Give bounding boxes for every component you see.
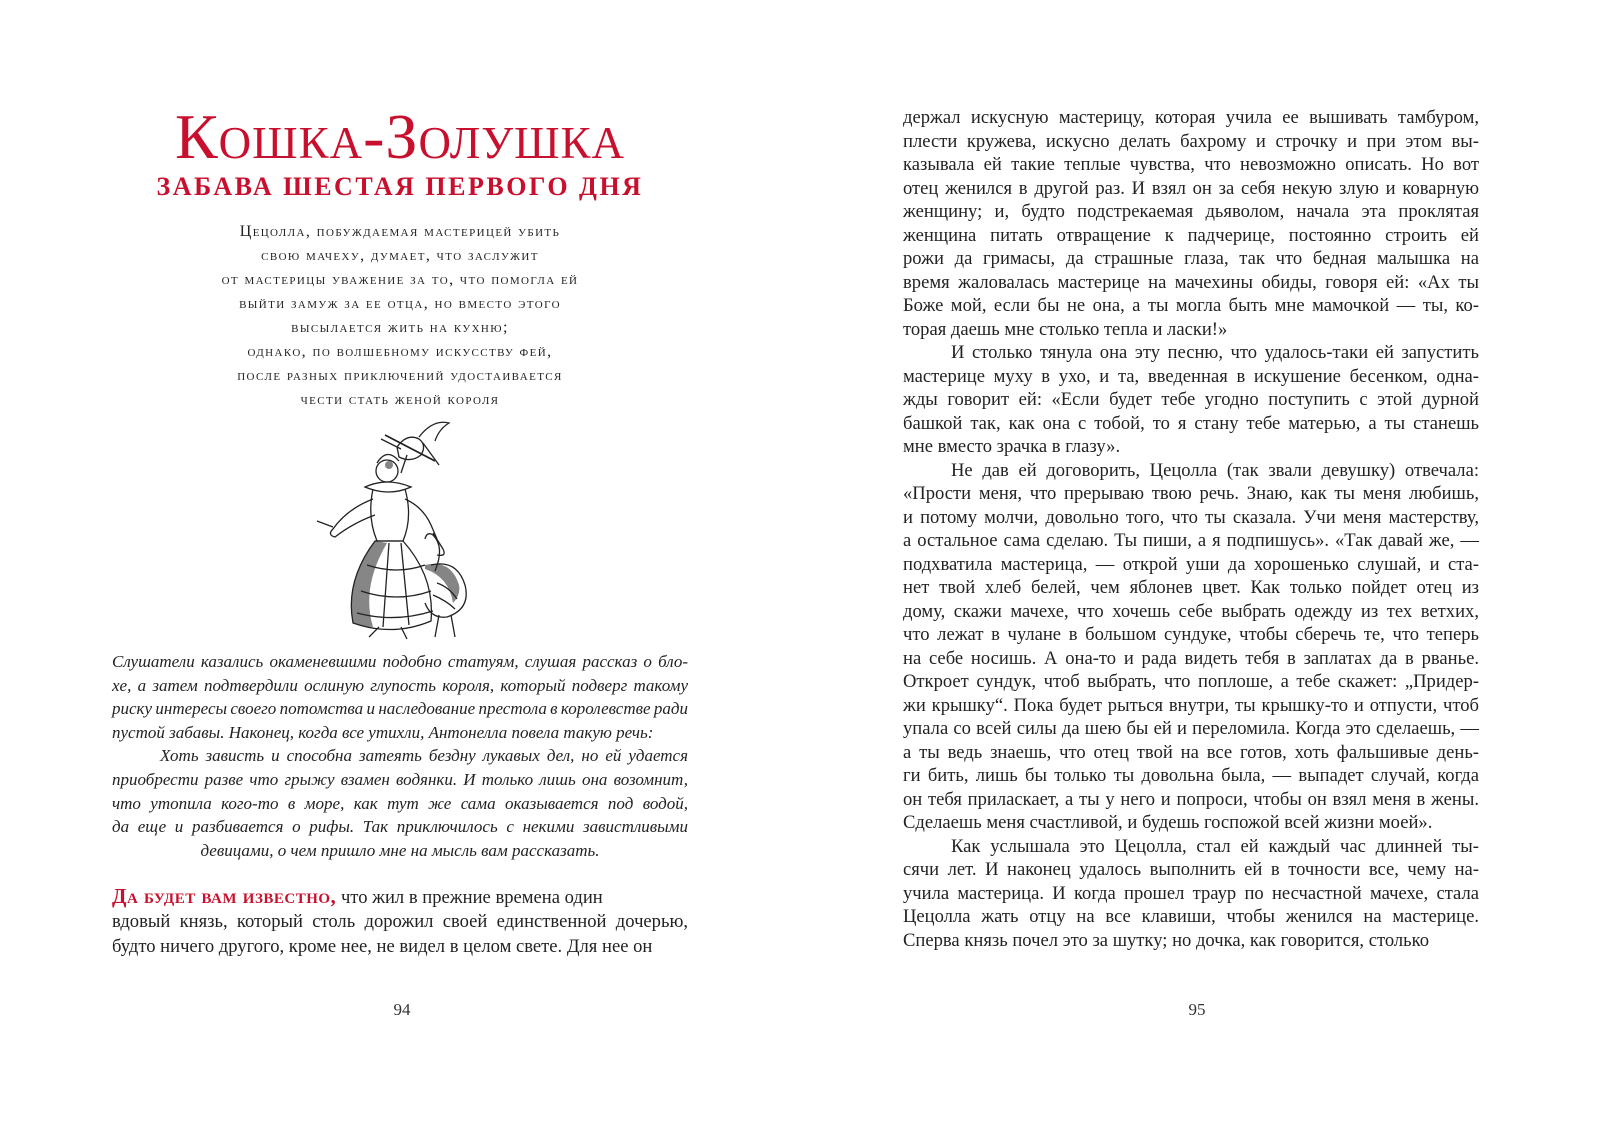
intro-paragraph xyxy=(112,650,688,862)
body-line: женщина питать отвращение к падчерице, постоянно строить ей xyxy=(903,224,1479,246)
body-line: и потому молчи, довольно того, что ты сказала. Учи меня мастерству, xyxy=(903,506,1479,528)
body-line: дому, скажи мачехе, что хочешь себе выбрать одежду из тех ветхих, xyxy=(903,600,1479,622)
intro-line: девицами, о чем пришло мне на мысль вам рассказать. xyxy=(200,840,600,860)
body-line: будто ничего другого, кроме нее, не видел в целом свете. Для нее он xyxy=(112,935,653,957)
body-line: учила мастерица. И когда прошел траур по несчастной мачехе, стала xyxy=(903,882,1479,904)
body-line: жи крышку“. Пока будет рыться внутри, ты крышку-то и отпусти, чтоб xyxy=(903,694,1479,716)
body-line: плести кружева, искусно делать бахрому и строчку и при этом вы- xyxy=(903,130,1479,152)
summary-line: выйти замуж за ее отца, но вместо этого xyxy=(239,295,561,312)
intro-line: Слушатели казались окаменевшими подобно статуям, слушая рассказ о бло- xyxy=(112,652,688,671)
body-line: Цецолла жать отцу на все клавиши, чтобы женился на мастерице. xyxy=(903,906,1479,927)
body-line: мне вместо зрачка в глазу». xyxy=(903,436,1121,457)
body-line: башкой так, как она с тобой, то я стану тебе матерью, а ты станешь xyxy=(903,412,1479,434)
body-line: Откроет сундук, чтоб выбрать, что поплоше, а тебе скажет: „Придер- xyxy=(903,671,1479,692)
intro-line: приобрести разве что грыжу взамен водянки. И только лишь она возомнит, xyxy=(112,769,688,789)
body-line: торая даешь мне столько тепла и ласки!» xyxy=(903,318,1228,340)
body-line: Как услышала это Цецолла, стал ей каждый час длинней ты- xyxy=(951,835,1479,857)
body-line: мастерице муху в ухо, и та, введенная в искушение бесенком, одна- xyxy=(903,365,1479,387)
story-body-left xyxy=(112,884,688,959)
body-line: «Прости меня, что прерываю твою речь. Знаю, как ты меня любишь, xyxy=(903,483,1479,504)
story-subtitle: ЗАБАВА ШЕСТАЯ ПЕРВОГО ДНЯ xyxy=(156,172,644,201)
body-line: на себе носишь. А она-то и рада видеть тебя в заплатах да в рванье. xyxy=(903,647,1479,669)
body-line: Сперва князь почел это за шутку; но дочка, как говорится, столько xyxy=(903,929,1430,951)
body-line: что лежат в чулане в большом сундуке, чтобы сберечь те, что теперь xyxy=(903,624,1479,645)
body-line: Не дав ей договорить, Цецолла (так звали девушку) отвечала: xyxy=(951,459,1479,481)
intro-line: риску интересы своего потомства и наследование престола в королевстве ради xyxy=(112,699,688,719)
summary-line: чести стать женой короля xyxy=(300,391,500,408)
page-number: 95 xyxy=(1188,1000,1206,1019)
story-summary xyxy=(140,220,660,412)
story-title: Кошка-Золушка xyxy=(174,101,625,172)
body-line: а остальное сама сделаю. Ты пиши, а я подпишусь». «Так давай же, — xyxy=(903,530,1479,551)
summary-line: однако, по волшебному искусству фей, xyxy=(247,343,553,360)
summary-line: Цецолла, побуждаемая мастерицей убить xyxy=(239,223,561,240)
story-body-right xyxy=(903,106,1479,952)
body-line: отец женился в другой раз. И взял он за себя некую злую и коварную xyxy=(903,177,1479,199)
body-line: сячи лет. И наконец удалось выполнить ей в точности все, чему на- xyxy=(903,859,1479,880)
intro-line: хе, а затем подтвердили ослиную глупость короля, который подверг такому xyxy=(112,675,688,695)
body-line: И столько тянула она эту песню, что удалось-таки ей запустить xyxy=(951,342,1479,363)
body-first-line xyxy=(112,884,688,910)
body-line: рожи да гримасы, да страшные глаза, так что бедная малышка на xyxy=(903,248,1479,269)
body-line: Боже мой, если бы не она, а ты могла быть мне мамочкой — ты, ко- xyxy=(903,295,1479,316)
intro-line: Хоть зависть и способна затеять бездну лукавых дел, но ей удается xyxy=(160,746,688,766)
intro-line: да еще и разбивается о рифы. Так приключилось с некими завистливыми xyxy=(112,817,688,837)
intro-line: что утопила кого-то в море, как тут же сама оказывается под водой, xyxy=(112,793,688,813)
body-line: время жаловалась мастерице на мачехины обиды, говоря ей: «Ах ты xyxy=(903,271,1479,293)
summary-line: после разных приключений удостаивается xyxy=(237,367,563,384)
page-number: 94 xyxy=(393,1000,411,1019)
body-line: а ты ведь знаешь, что отец твой на все готов, хоть фальшивые день- xyxy=(903,741,1479,763)
body-line: казывала ей такие теплые чувства, что невозможно описать. Но вот xyxy=(903,154,1479,175)
intro-line: пустой забавы. Наконец, когда все утихли, Антонелла повела такую речь: xyxy=(112,722,654,742)
body-line: женщину; и, будто подстрекаемая дьяволом, начала эта проклятая xyxy=(903,201,1479,222)
body-line: упала со всей силы да шею бы ей и переломила. Когда это сделаешь, — xyxy=(903,718,1479,739)
body-line: ги бить, лишь бы только ты довольна была, — выпадет случай, когда xyxy=(903,765,1479,786)
body-line: держал искусную мастерицу, которая учила ее вышивать тамбуром, xyxy=(903,107,1479,128)
summary-line: свою мачеху, думает, что заслужит xyxy=(261,247,539,264)
body-first-rest: что жил в прежние времена один xyxy=(336,887,603,908)
body-line: жды говорит ей: «Если будет тебе угодно поступить с этой дурной xyxy=(903,389,1479,410)
body-line: нет твой хлеб белей, чем яблонев цвет. Как только пойдет отец из xyxy=(903,577,1479,598)
body-line: подхватила мастерица, — открой уши да хорошенько слушай, и ста- xyxy=(903,553,1479,575)
engraving-illustration xyxy=(305,415,485,645)
body-line: Сделаешь меня счастливой, и будешь госпожой всей жизни моей». xyxy=(903,812,1433,833)
lead-in-phrase: Да будет вам известно, xyxy=(112,884,337,908)
summary-line: высылается жить на кухню; xyxy=(291,319,509,336)
body-line: вдовый князь, который столь дорожил своей единственной дочерью, xyxy=(112,911,688,933)
body-line: он тебя приласкает, а ты у него и попроси, чтобы он взял меня в жены. xyxy=(903,788,1479,810)
summary-line: от мастерицы уважение за то, что помогла ей xyxy=(221,271,579,288)
